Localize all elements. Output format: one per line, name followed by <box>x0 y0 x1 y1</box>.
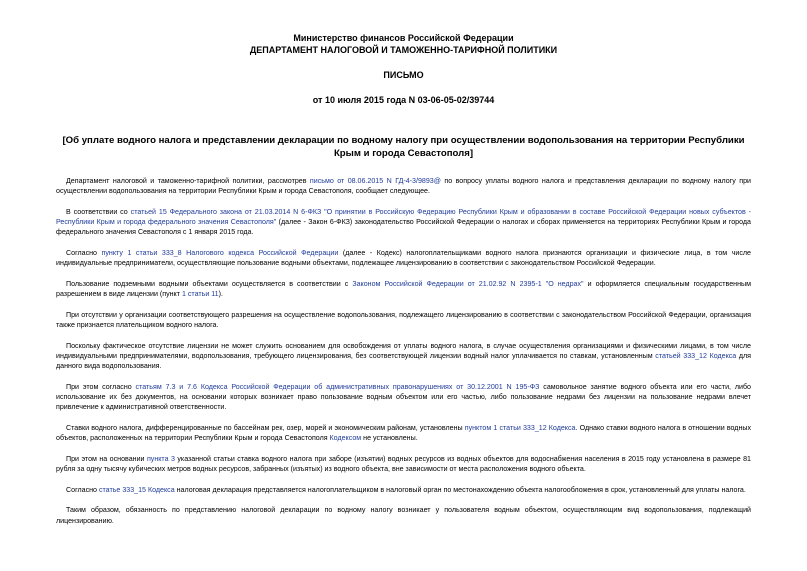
paragraph-text: Согласно <box>66 249 102 258</box>
document-link[interactable]: статьей 333_12 Кодекса <box>655 351 737 360</box>
document-link[interactable]: Законом Российской Федерации от 21.02.92 N 2395-1 "О недрах" <box>352 279 584 288</box>
paragraph-text: Таким образом, обязанность по представлению налоговой декларации по водному налогу возникает у пользователя водным объектом, осуществляющим вид водопользования, подлежащий лицензированию. <box>56 506 751 525</box>
document-title: [Об уплате водного налога и представлении декларации по водному налогу при осуществлении водопользования на территории Республики Крым и города Севастополя] <box>62 135 745 159</box>
paragraph-text: самовольное занятие водного объекта или его части, либо использование их без документов, на основании которых возникает право пользование водным объектом или его частью, либо пользование недрами без лицензии на пользование недрами влечет привлечение к административной ответственности. <box>56 382 752 412</box>
body-paragraph <box>56 279 751 299</box>
document-link[interactable]: статьям 7.3 и 7.6 Кодекса Российской Федерации об административных правонарушениях от 30.12.2001 N 195-ФЗ <box>135 382 540 391</box>
paragraph-text: Департамент налоговой и таможенно-тарифной политики, рассмотрев <box>66 177 310 185</box>
document-link[interactable]: письмо от 08.06.2015 N ГД-4-3/9893@ <box>309 177 441 185</box>
body-paragraph <box>56 505 751 525</box>
body-paragraph <box>56 382 751 413</box>
body-paragraph <box>56 207 751 238</box>
document-type: ПИСЬМО <box>383 70 424 80</box>
document-link[interactable]: статье 333_15 Кодекса <box>98 485 175 494</box>
paragraph-text: При этом согласно <box>66 382 136 391</box>
paragraph-text: Согласно <box>66 485 99 494</box>
paragraph-text: налоговая декларация представляется налогоплательщиком в налоговый орган по местонахождению объекта налогообложения в срок, установленный для уплаты налога. <box>174 485 746 494</box>
document-date-number: от 10 июля 2015 года N 03-06-05-02/39744 <box>312 95 495 105</box>
document-link[interactable]: статьей 15 Федерального закона от 21.03.2014 N 6-ФКЗ "О принятии в Российскую Федерацию Республики Крым и образовании в составе Российской Федерации новых субъектов - Республики Крым и города федерального значения Севастополя" <box>56 207 751 227</box>
paragraph-text: ). <box>218 290 223 299</box>
paragraph-text: (далее - Кодекс) налогоплательщиками водного налога признаются организации и физические лица, в том числе индивидуальные предприниматели, осуществляющие пользование водными объектами, подлежащее лицензированию в соответствии с законодательством Российской Федерации. <box>56 249 752 268</box>
paragraph-text: (далее - Закон 6-ФКЗ) законодательство Российской Федерации о налогах и сборах применяется на территориях Республики Крым и города федерального значения Севастополя с 1 января 2015 года. <box>56 218 751 237</box>
paragraph-text: и оформляется специальным государственным разрешением в виде лицензии (пункт <box>56 279 751 299</box>
paragraph-text: Пользование подземными водными объектами осуществляется в соответствии с <box>66 279 353 288</box>
paragraph-text: В соответствии со <box>66 207 131 216</box>
body-paragraph <box>56 310 751 330</box>
document-header <box>56 32 751 106</box>
paragraph-text: . Однако ставки водного налога в отношении водных объектов, расположенных на территории Республики Крым и города Севастополя <box>56 423 752 443</box>
document-link[interactable]: 1 статьи 11 <box>181 290 219 299</box>
paragraph-text: При этом на основании <box>66 454 147 463</box>
paragraph-text: Поскольку фактическое отсутствие лицензии не может служить основанием для освобождения от уплаты водного налога, в случае осуществления организациями и физическими лицами, в том числе индивидуальными предпринимателями, водопользования, требующего лицензирования, без соответствующей лицензии водный налог уплачивается по ставкам, установленным <box>56 341 751 360</box>
paragraph-text: не установлены. <box>361 434 418 443</box>
document-link[interactable]: пункта 3 <box>146 454 175 463</box>
body-paragraph <box>56 176 751 196</box>
body-paragraph <box>56 485 751 495</box>
department-name: ДЕПАРТАМЕНТ НАЛОГОВОЙ И ТАМОЖЕННО-ТАРИФНОЙ ПОЛИТИКИ <box>249 45 558 55</box>
paragraph-text: Ставки водного налога, дифференцированные по бассейнам рек, озер, морей и экономическим районам, установлены <box>66 423 465 432</box>
document-body <box>56 176 751 526</box>
paragraph-text: указанной статьи ставка водного налога при заборе (изъятии) водных ресурсов из водных объектов для водоснабжения населения в 2015 году установлена в размере 81 рубля за одну тысячу кубических метров водных ресурсов, забранных (изъятых) из водного объекта, вне зависимости от места расположения водного объекта. <box>56 454 751 474</box>
body-paragraph <box>56 248 751 268</box>
document-link[interactable]: пунктом 1 статьи 333_12 Кодекса <box>464 423 576 432</box>
ministry-name: Министерство финансов Российской Федерации <box>293 33 514 43</box>
document-link[interactable]: Кодексом <box>329 434 362 443</box>
paragraph-text: для данного вида водопользования. <box>56 351 751 371</box>
paragraph-text: по вопросу уплаты водного налога и представления декларации по водному налогу при осуществлении водопользования на территории Республики Крым и города Севастополя, сообщает следующее. <box>56 177 751 196</box>
body-paragraph <box>56 341 751 372</box>
document-link[interactable]: пункту 1 статьи 333_8 Налогового кодекса Российской Федерации <box>101 249 339 258</box>
body-paragraph <box>56 454 751 474</box>
paragraph-text: При отсутствии у организации соответствующего разрешения на осуществление водопользования, подлежащего лицензированию в соответствии с законодательством Российской Федерации, организация также признается плательщиком водного налога. <box>56 310 751 330</box>
body-paragraph <box>56 423 751 443</box>
